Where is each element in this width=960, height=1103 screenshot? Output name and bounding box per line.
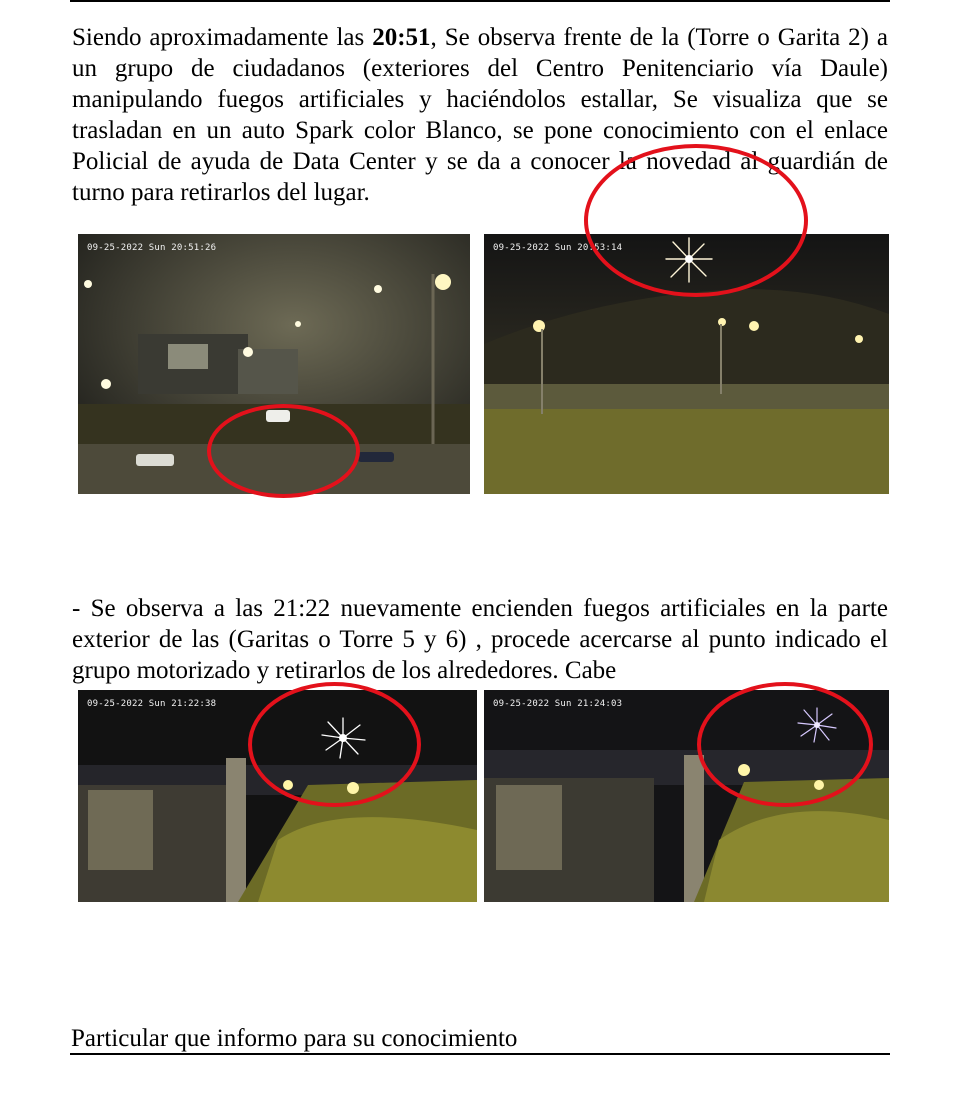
top-rule [70,0,890,2]
camera-timestamp: 09-25-2022 Sun 21:24:03 [493,699,623,709]
p1-body: , Se observa frente de la (Torre o Garita 2) a un grupo de ciudadanos (exteriores del Centro Penitenciario vía Daule) manipulando fuegos artificiales y haciéndolos estallar, Se visualiza que se trasladan en un auto Spark color Blanco, se pone conocimiento con el enlace Policial de ayuda de Data Center y se da a conocer la novedad al guardián de turno para retirarlos del lugar. [72,24,889,206]
camera-photo-1 [78,234,470,494]
camera-timestamp: 09-25-2022 Sun 20:53:14 [493,243,623,253]
camera-timestamp: 09-25-2022 Sun 21:22:38 [87,699,217,709]
camera-photo-3 [78,690,477,902]
p1-time: 20:51 [372,24,431,51]
camera-photo-2 [484,234,889,494]
bottom-rule [70,1053,890,1055]
camera-photo-4 [484,690,889,902]
paragraph-2 [72,593,888,686]
camera-timestamp: 09-25-2022 Sun 20:51:26 [87,243,217,253]
p1-lead: Siendo aproximadamente las [72,24,365,51]
closing-line: Particular que informo para su conocimiento [71,1025,518,1052]
p2-text: - Se observa a las 21:22 nuevamente encienden fuegos artificiales en la parte exterior de las (Garitas o Torre 5 y 6) , procede acercarse al punto indicado el grupo motorizado y retirarlos de los alrededores. Cabe [72,595,888,684]
paragraph-1 [72,22,888,208]
